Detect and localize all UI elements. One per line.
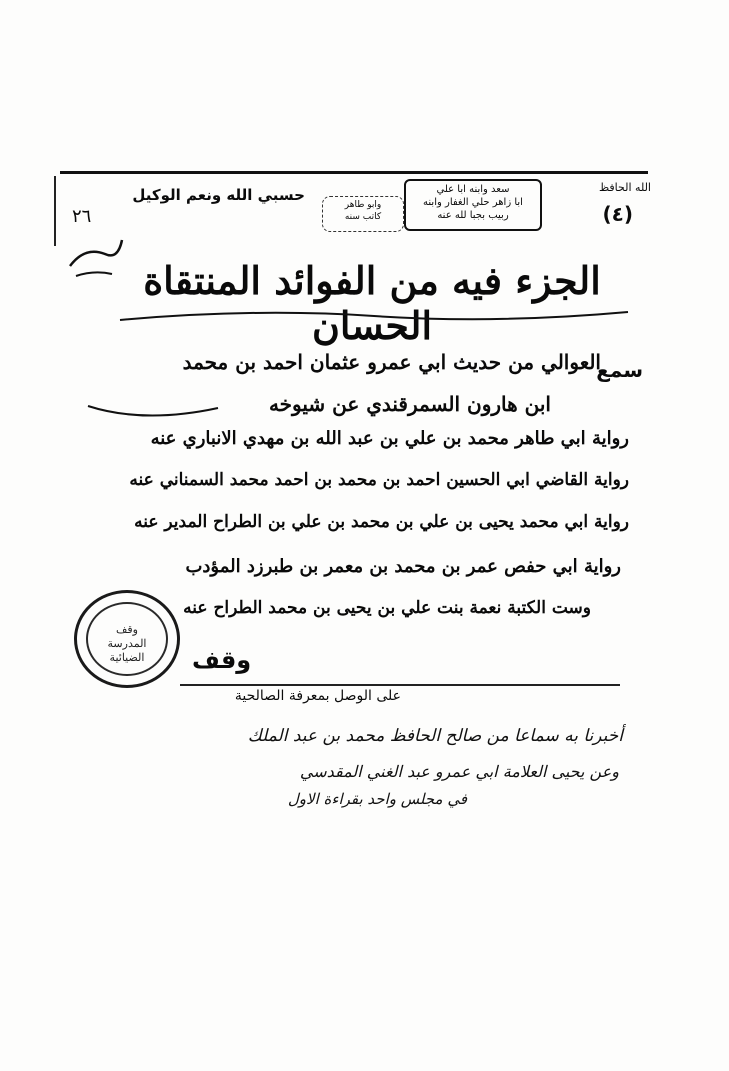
header-invocation: حسبي الله ونعم الوكيل [132, 186, 305, 204]
page-title: الجزء فيه من الفوائد المنتقاة الحسان [143, 258, 601, 348]
body-line-3: رواية ابي طاهر محمد بن علي بن عبد الله بن مهدي الانباري عنه [150, 428, 629, 449]
header-rule-left-edge [54, 176, 56, 246]
title-underline-flourish [114, 306, 634, 328]
small-note-line-2: كاتب سنه [344, 212, 382, 222]
boxed-note-line-1: سعد وابنه ابا علي [436, 184, 510, 195]
folio-number: (٤) [602, 202, 633, 226]
tasmi-line-2: وعن يحيى العلامة ابي عمرو عبد الغني المقدسي [299, 762, 619, 781]
boxed-note-line-3: ربيب بجبا لله عنه [437, 210, 509, 221]
waqf-line: على الوصل بمعرفة الصالحية [234, 688, 401, 704]
body-line-5: رواية ابي محمد يحيى بن علي بن محمد بن علي بن الطراح المدير عنه [134, 512, 629, 532]
seal-line-1: وقف [116, 623, 138, 636]
waqf-seal [74, 590, 180, 688]
body-line-7: وست الكتبة نعمة بنت علي بن يحيى بن محمد الطراح عنه [183, 598, 591, 618]
body-line-6: رواية ابي حفص عمر بن محمد بن معمر بن طبرزد المؤدب [185, 556, 621, 577]
body-line-1: العوالي من حديث ابي عمرو عثمان احمد بن محمد [182, 350, 601, 374]
waqf-rule [180, 684, 620, 686]
right-margin-word: سمع [596, 358, 643, 382]
seal-line-3: الضيائية [109, 651, 145, 664]
boxed-note-line-2: ابا زاهر حلي الغفار وابنه [423, 197, 523, 208]
header-boxed-note [404, 179, 542, 231]
waqf-mark: وقف [192, 646, 252, 674]
small-note-line-1: وابو طاهر [344, 200, 382, 210]
header-rule [60, 171, 648, 174]
body-line-2: ابن هارون السمرقندي عن شيوخه [268, 392, 551, 416]
header-small-note [322, 196, 404, 232]
waqf-seal-text [77, 623, 177, 665]
margin-mark: ٢٦ [72, 206, 92, 227]
header-far-right-note: الله الحافظ [598, 181, 651, 194]
seal-line-2: المدرسة [107, 637, 147, 650]
body-line-2-flourish [84, 396, 224, 426]
tasmi-line-3: في مجلس واحد بقراءة الاول [287, 790, 467, 808]
body-line-4: رواية القاضي ابي الحسين احمد بن محمد بن احمد محمد السمناني عنه [129, 470, 629, 490]
tasmi-line-1: أخبرنا به سماعا من صالح الحافظ محمد بن عبد الملك [247, 726, 623, 746]
